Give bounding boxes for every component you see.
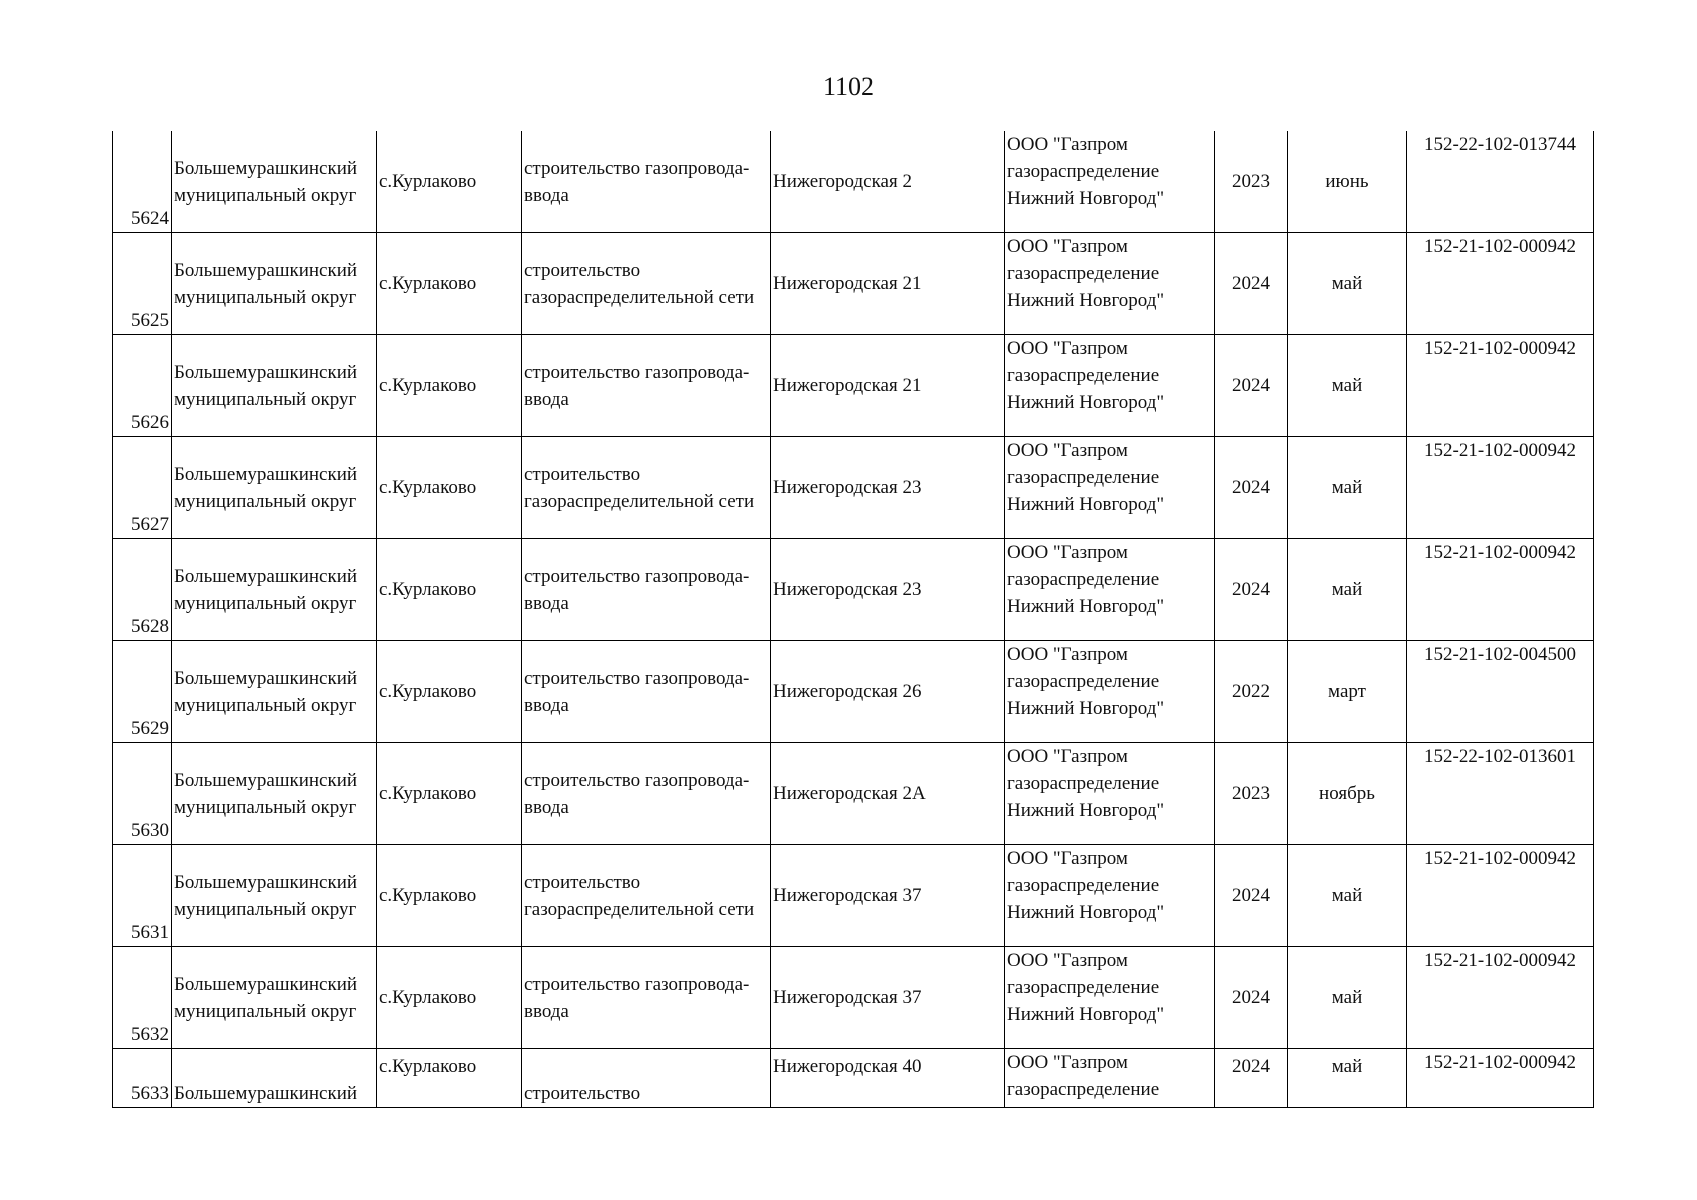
organization-cell	[1005, 845, 1215, 947]
organization-cell	[1005, 743, 1215, 845]
year-cell: 2024	[1215, 1049, 1288, 1108]
municipality-cell	[172, 1049, 377, 1108]
work-type-line: строительство газопровода-	[524, 565, 750, 587]
table-row	[113, 437, 1594, 539]
work-type-cell	[522, 845, 771, 947]
settlement-cell: с.Курлаково	[377, 947, 522, 1049]
municipality-line: муниципальный округ	[174, 1000, 357, 1022]
settlement-cell: с.Курлаково	[377, 845, 522, 947]
organization-line: ООО "Газпром	[1007, 644, 1128, 665]
organization-line: газораспределение	[1007, 671, 1160, 692]
organization-line: ООО "Газпром	[1007, 1052, 1128, 1073]
table-row	[113, 845, 1594, 947]
work-type-cell	[522, 437, 771, 539]
municipality-line: Большемурашкинский	[174, 565, 358, 587]
organization-cell	[1005, 641, 1215, 743]
organization-cell	[1005, 539, 1215, 641]
organization-cell	[1005, 437, 1215, 539]
municipality-cell	[172, 845, 377, 947]
organization-line: ООО "Газпром	[1007, 746, 1128, 767]
row-number-cell: 5625	[113, 233, 172, 335]
organization-line: ООО "Газпром	[1007, 236, 1128, 257]
municipality-cell	[172, 437, 377, 539]
address-cell: Нижегородская 26	[771, 641, 1005, 743]
organization-line: ООО "Газпром	[1007, 440, 1128, 461]
application-code-cell: 152-21-102-000942	[1407, 1049, 1594, 1108]
application-code-cell: 152-21-102-000942	[1407, 335, 1594, 437]
settlement-cell: с.Курлаково	[377, 335, 522, 437]
year-cell: 2024	[1215, 539, 1288, 641]
settlement-cell: с.Курлаково	[377, 539, 522, 641]
month-cell: май	[1288, 845, 1407, 947]
organization-line: газораспределение	[1007, 161, 1160, 182]
organization-line: Нижний Новгород"	[1007, 290, 1165, 311]
address-cell: Нижегородская 21	[771, 233, 1005, 335]
municipality-line: муниципальный округ	[174, 286, 357, 308]
table-row	[113, 641, 1594, 743]
organization-line: Нижний Новгород"	[1007, 392, 1165, 413]
work-type-line: строительство газопровода-	[524, 973, 750, 995]
address-cell: Нижегородская 2	[771, 131, 1005, 233]
organization-line: Нижний Новгород"	[1007, 902, 1165, 923]
table-row	[113, 539, 1594, 641]
work-type-line: газораспределительной сети	[524, 490, 755, 512]
settlement-cell: с.Курлаково	[377, 743, 522, 845]
work-type-line: строительство газопровода-	[524, 361, 750, 383]
month-cell: июнь	[1288, 131, 1407, 233]
organization-line: газораспределение	[1007, 365, 1160, 386]
municipality-line: Большемурашкинский	[174, 1083, 358, 1104]
table-row	[113, 1049, 1594, 1108]
work-type-cell	[522, 947, 771, 1049]
row-number-cell: 5630	[113, 743, 172, 845]
work-type-cell	[522, 335, 771, 437]
municipality-line: Большемурашкинский	[174, 667, 358, 689]
work-type-cell	[522, 539, 771, 641]
work-type-line: газораспределительной сети	[524, 898, 755, 920]
municipality-line: Большемурашкинский	[174, 157, 358, 179]
work-type-line: газораспределительной сети	[524, 286, 755, 308]
work-type-cell	[522, 743, 771, 845]
month-cell: май	[1288, 335, 1407, 437]
organization-line: Нижний Новгород"	[1007, 596, 1165, 617]
address-cell: Нижегородская 37	[771, 947, 1005, 1049]
table-row	[113, 743, 1594, 845]
year-cell: 2024	[1215, 335, 1288, 437]
application-code-cell: 152-21-102-000942	[1407, 539, 1594, 641]
work-type-line: строительство	[524, 871, 641, 893]
row-number-cell: 5628	[113, 539, 172, 641]
address-cell: Нижегородская 40	[771, 1049, 1005, 1108]
municipality-cell	[172, 335, 377, 437]
organization-line: ООО "Газпром	[1007, 542, 1128, 563]
application-code-cell: 152-21-102-000942	[1407, 845, 1594, 947]
work-type-cell	[522, 233, 771, 335]
row-number-cell: 5626	[113, 335, 172, 437]
organization-line: Нижний Новгород"	[1007, 1004, 1165, 1025]
row-number-cell: 5627	[113, 437, 172, 539]
organization-line: ООО "Газпром	[1007, 134, 1128, 155]
month-cell: май	[1288, 539, 1407, 641]
municipality-line: муниципальный округ	[174, 592, 357, 614]
organization-line: Нижний Новгород"	[1007, 800, 1165, 821]
year-cell: 2023	[1215, 743, 1288, 845]
address-cell: Нижегородская 23	[771, 437, 1005, 539]
row-number-cell: 5629	[113, 641, 172, 743]
work-type-line: ввода	[524, 388, 569, 410]
application-code-cell: 152-21-102-000942	[1407, 947, 1594, 1049]
year-cell: 2022	[1215, 641, 1288, 743]
organization-line: Нижний Новгород"	[1007, 494, 1165, 515]
month-cell: май	[1288, 1049, 1407, 1108]
work-type-line: ввода	[524, 694, 569, 716]
municipality-cell	[172, 641, 377, 743]
organization-cell	[1005, 131, 1215, 233]
work-type-cell	[522, 131, 771, 233]
register-table	[112, 131, 1594, 1108]
table-row	[113, 233, 1594, 335]
address-cell: Нижегородская 23	[771, 539, 1005, 641]
work-type-line: строительство газопровода-	[524, 157, 750, 179]
row-number-cell: 5633	[113, 1049, 172, 1108]
register-body	[113, 131, 1594, 1108]
settlement-cell: с.Курлаково	[377, 437, 522, 539]
row-number-cell: 5631	[113, 845, 172, 947]
year-cell: 2023	[1215, 131, 1288, 233]
organization-line: газораспределение	[1007, 773, 1160, 794]
municipality-line: Большемурашкинский	[174, 973, 358, 995]
municipality-line: Большемурашкинский	[174, 259, 358, 281]
application-code-cell: 152-22-102-013744	[1407, 131, 1594, 233]
organization-cell	[1005, 233, 1215, 335]
month-cell: май	[1288, 947, 1407, 1049]
organization-line: ООО "Газпром	[1007, 338, 1128, 359]
organization-line: газораспределение	[1007, 1079, 1160, 1100]
organization-line: газораспределение	[1007, 977, 1160, 998]
year-cell: 2024	[1215, 233, 1288, 335]
municipality-cell	[172, 947, 377, 1049]
settlement-cell: с.Курлаково	[377, 641, 522, 743]
organization-cell	[1005, 947, 1215, 1049]
municipality-line: Большемурашкинский	[174, 361, 358, 383]
year-cell: 2024	[1215, 947, 1288, 1049]
application-code-cell: 152-21-102-000942	[1407, 233, 1594, 335]
organization-cell	[1005, 335, 1215, 437]
page-number: 1102	[822, 72, 875, 101]
municipality-line: муниципальный округ	[174, 898, 357, 920]
organization-line: газораспределение	[1007, 467, 1160, 488]
work-type-cell	[522, 641, 771, 743]
organization-line: Нижний Новгород"	[1007, 188, 1165, 209]
municipality-line: муниципальный округ	[174, 694, 357, 716]
year-cell: 2024	[1215, 845, 1288, 947]
organization-line: газораспределение	[1007, 569, 1160, 590]
table-row	[113, 131, 1594, 233]
month-cell: ноябрь	[1288, 743, 1407, 845]
application-code-cell: 152-22-102-013601	[1407, 743, 1594, 845]
address-cell: Нижегородская 37	[771, 845, 1005, 947]
work-type-line: строительство газопровода-	[524, 769, 750, 791]
table-row	[113, 947, 1594, 1049]
municipality-line: Большемурашкинский	[174, 463, 358, 485]
address-cell: Нижегородская 2А	[771, 743, 1005, 845]
settlement-cell: с.Курлаково	[377, 233, 522, 335]
municipality-cell	[172, 233, 377, 335]
organization-cell	[1005, 1049, 1215, 1108]
municipality-cell	[172, 131, 377, 233]
settlement-cell: с.Курлаково	[377, 131, 522, 233]
organization-line: газораспределение	[1007, 263, 1160, 284]
municipality-line: Большемурашкинский	[174, 769, 358, 791]
organization-line: Нижний Новгород"	[1007, 698, 1165, 719]
work-type-line: строительство	[524, 1083, 641, 1104]
work-type-line: строительство	[524, 259, 641, 281]
year-cell: 2024	[1215, 437, 1288, 539]
work-type-line: строительство	[524, 463, 641, 485]
municipality-cell	[172, 743, 377, 845]
work-type-line: ввода	[524, 1000, 569, 1022]
application-code-cell: 152-21-102-000942	[1407, 437, 1594, 539]
municipality-line: муниципальный округ	[174, 388, 357, 410]
organization-line: газораспределение	[1007, 875, 1160, 896]
row-number-cell: 5624	[113, 131, 172, 233]
organization-line: ООО "Газпром	[1007, 950, 1128, 971]
organization-line: ООО "Газпром	[1007, 848, 1128, 869]
municipality-line: муниципальный округ	[174, 490, 357, 512]
work-type-line: ввода	[524, 184, 569, 206]
month-cell: май	[1288, 437, 1407, 539]
settlement-cell: с.Курлаково	[377, 1049, 522, 1108]
municipality-cell	[172, 539, 377, 641]
work-type-line: строительство газопровода-	[524, 667, 750, 689]
row-number-cell: 5632	[113, 947, 172, 1049]
work-type-line: ввода	[524, 592, 569, 614]
work-type-line: ввода	[524, 796, 569, 818]
address-cell: Нижегородская 21	[771, 335, 1005, 437]
application-code-cell: 152-21-102-004500	[1407, 641, 1594, 743]
month-cell: май	[1288, 233, 1407, 335]
municipality-line: Большемурашкинский	[174, 871, 358, 893]
municipality-line: муниципальный округ	[174, 184, 357, 206]
municipality-line: муниципальный округ	[174, 796, 357, 818]
work-type-cell	[522, 1049, 771, 1108]
table-row	[113, 335, 1594, 437]
month-cell: март	[1288, 641, 1407, 743]
